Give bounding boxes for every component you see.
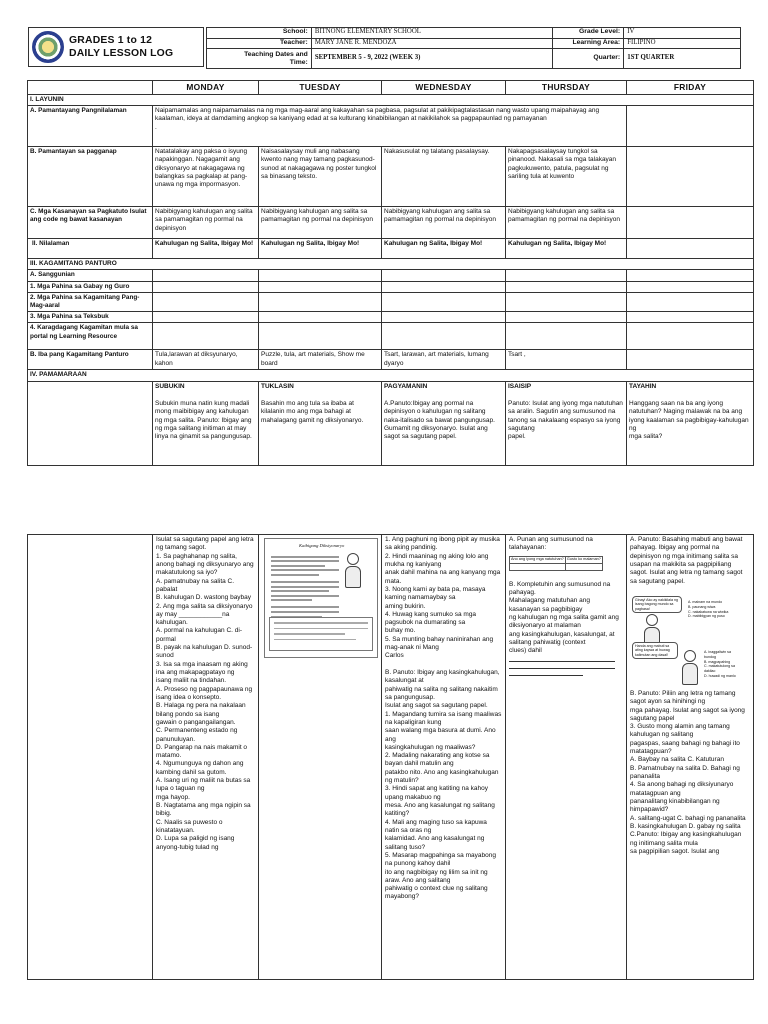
choices-1: A. mainam na mundo B. paunang wiwa C. nakakatuwa na wiwika D. mabibigyan ng puso [688, 599, 729, 619]
dates-label [207, 49, 312, 69]
choices-2: A. inaggaliwin sa bundog B. magpapahing C. makatutulong sa dakilao D. huwadi ng manlo [704, 649, 736, 679]
iba-friday [627, 350, 754, 370]
worksheet-title: Kaibigang Diksiyonaryo [299, 543, 345, 548]
pamamaraan-thursday-text: Panuto: Isulat ang iyong mga natutuhan sa aralin. Sagutin ang sumusunod na tanong sa nakalaang espasyo sa iyong sagutang papel. [508, 399, 623, 441]
pamamaraan-tuesday-text: Basahin mo ang tula sa ibaba at kilalanin mo ang mga bahagi at mahalagang gamit ng diksiyonaryo. [261, 399, 364, 424]
phase-pagyamanin: PAGYAMANIN [384, 382, 428, 390]
day-header-wednesday: WEDNESDAY [382, 81, 506, 95]
dates-label-line-1: Teaching Dates and [244, 50, 308, 58]
pamantayang-label: A. Pamantayang Pangnilalaman [28, 106, 153, 147]
title-line-2: DAILY LESSON LOG [69, 48, 174, 59]
nilalaman-friday [627, 239, 754, 259]
teksbuk-friday [627, 312, 754, 323]
section-pamamaraan: IV. PAMAMARAAN [28, 370, 754, 381]
day-header-thursday: THURSDAY [506, 81, 627, 95]
nilalaman-monday: Kahulugan ng Salita, Ibigay Mo! [153, 239, 259, 259]
pamamaraan-thursday [506, 381, 627, 465]
nilalaman-tuesday: Kahulugan ng Salita, Ibigay Mo! [259, 239, 382, 259]
lesson-log-page-2 [0, 528, 768, 1024]
dates-value: SEPTEMBER 5 - 9, 2022 (WEEK 3) [311, 49, 552, 69]
day-header-friday: FRIDAY [627, 81, 754, 95]
continued-tuesday [259, 535, 382, 980]
deped-seal-icon [32, 31, 64, 63]
tula-worksheet-image [264, 538, 378, 658]
pamamaraan-monday [153, 381, 259, 465]
school-value: BITNONG ELEMENTARY SCHOOL [311, 28, 552, 39]
kasanayan-monday: Nabibigyang kahulugan ang salita sa pamamagitan ng pormal na depinisyon [153, 207, 259, 239]
karagdagang-thursday [506, 323, 627, 350]
pagganap-thursday: Nakapagsasalaysay tungkol sa pinanood. Nakasali sa mga talakayan pagkukuwento, patula, pagsulat ng sariling tula at kuwento [506, 147, 627, 207]
friday-b-instruction: B. Panuto: Piliin ang letra ng tamang sagot ayon sa hinihingi ng mga pahayag. Isulat ang sagot sa iyong sagutang papel 3. Gusto mong alamin ang tamang kahulugan ng salitang pagaspas, saang bahagi ng bahagi ito matatagpuan? A. Baybay na salita C. Katuturan B. Pamatnubay na salita D. Bahagi ng pananalita 4. Sa anong bahagi ng diksiyunaryo matatagpuan ang pananalitang kinabibilangan ng himpapawid? A. salitang-ugat C. bahagi ng pananalita B. kasingkahulugan D. gabay ng salita C.Panuto: Ibigay ang kasingkahulugan ng initimang salita mula sa pagpipilian sagot. Isulat ang [630, 689, 746, 855]
gabay-monday [153, 281, 259, 292]
student-illustration-icon [345, 553, 361, 588]
sanggunian-thursday [506, 270, 627, 281]
boy-illustration-icon [682, 650, 698, 685]
phase-tuklasin: TUKLASIN [261, 382, 294, 390]
kasanayan-label: C. Mga Kasanayan sa Pagkatuto Isulat ang code ng bawat kasanayan [28, 207, 153, 239]
dates-label-line-2: Time: [289, 58, 308, 66]
kagamitang-pang-tuesday [259, 292, 382, 311]
day-header-monday: MONDAY [153, 81, 259, 95]
phase-subukin: SUBUKIN [155, 382, 185, 390]
sanggunian-wednesday [382, 270, 506, 281]
lesson-grid [27, 80, 754, 466]
teksbuk-label: 3. Mga Pahina sa Teksbuk [28, 312, 153, 323]
natutuhan-col-1: Ano ang iyong mga natutuhan? [510, 556, 566, 563]
poem-lines [271, 553, 339, 620]
teksbuk-thursday [506, 312, 627, 323]
grade-value: IV [624, 28, 741, 39]
section-layunin: I. LAYUNIN [28, 94, 754, 105]
pagganap-label: B. Pamantayan sa pagganap [28, 147, 153, 207]
answer-line-1 [509, 658, 615, 662]
natutuhan-cell-1 [510, 563, 566, 570]
pamamaraan-monday-text: Subukin muna natin kung madali mong maibibigay ang kahulugan ng mga salita. Panuto: Ibigay ang ng mga salitang initiman at may linya na ginamit sa pangungusap. [155, 399, 252, 441]
document-title [69, 34, 173, 60]
speech-bubble-2: Handa ang mabuti sa ating kapwa at huwag kalimutan ang dasal! [632, 642, 678, 659]
pamamaraan-wednesday [382, 381, 506, 465]
header-info-table [206, 27, 741, 69]
gabay-friday [627, 281, 754, 292]
phase-isaisip: ISAISIP [508, 382, 532, 390]
pagganap-friday [627, 147, 754, 207]
pagganap-wednesday: Nakasusulat ng talatang pasalaysay. [382, 147, 506, 207]
pagganap-tuesday: Naisasalaysay muli ang nabasang kwento nang may tamang pagkasunod-sunod at nakagagawa ng poster tungkol sa binasang teksto. [259, 147, 382, 207]
natutuhan-table [509, 556, 603, 571]
iba-thursday: Tsart , [506, 350, 627, 370]
title-line-1: GRADES 1 to 12 [69, 35, 153, 46]
continued-empty-label [28, 535, 153, 980]
teksbuk-wednesday [382, 312, 506, 323]
pamamaraan-tuesday [259, 381, 382, 465]
header-title-box [28, 27, 204, 67]
kagamitang-pang-label: 2. Mga Pahina sa Kagamitang Pang- Mag-aaral [28, 292, 153, 311]
thursday-b-instruction: B. Kompletuhin ang sumusunod na pahayag. Mahalagang matutuhan ang kasanayan sa pagbibigay ng kahulugan ng mga salita gamit ang diksiyonaryo at malaman ang kasingkahulugan, kasalungat, at salitang pahiwatig (context clues) dahil [509, 580, 619, 655]
sanggunian-tuesday [259, 270, 382, 281]
section-kagamitang: III. KAGAMITANG PANTURO [28, 259, 754, 270]
kagamitang-pang-monday [153, 292, 259, 311]
nilalaman-wednesday: Kahulugan ng Salita, Ibigay Mo! [382, 239, 506, 259]
friday-a-instruction: A. Panuto: Basahing mabuti ang bawat pahayag. Ibigay ang pormal na depinisyon ng mga initimang salita sa usapan na makikita sa pagpipiliang sagot. Isulat ang letra ng tamang sagot sa sagutang papel. [630, 536, 743, 585]
sanggunian-friday [627, 270, 754, 281]
iba-label: B. Iba pang Kagamitang Panturo [28, 350, 153, 370]
gabay-label: 1. Mga Pahina sa Gabay ng Guro [28, 281, 153, 292]
pamantayang-text [153, 106, 627, 147]
natutuhan-cell-2 [565, 563, 602, 570]
teacher-label: Teacher: [207, 38, 312, 49]
natutuhan-col-2: Gusto ko malaman? [565, 556, 602, 563]
iba-monday: Tula,larawan at diksyunaryo, kahon [153, 350, 259, 370]
teksbuk-monday [153, 312, 259, 323]
karagdagang-monday [153, 323, 259, 350]
continued-friday [627, 535, 754, 980]
kasanayan-tuesday: Nabibigyang kahulugan ang salita sa pamamagitan ng pormal na depinisyon [259, 207, 382, 239]
continued-wednesday: 1. Ang paghuni ng ibong pipit ay musika sa aking pandinig. 2. Hindi maaninag ng aking lolo ang mukha ng kaniyang anak dahil mahina na ang kanyang mga mata. 3. Noong kami ay bata pa, masaya kaming namamaybay sa aming bukirin. 4. Huwag kang sumuko sa mga pagsubok na dumarating sa buhay mo. 5. Sa munting bahay naninirahan ang mag-anak ni Mang Carlos B. Panuto: Ibigay ang kasingkahulugan, kasalungat at pahiwatig na salita ng salitang nakaitim sa pangungusap. Isulat ang sagot sa sagutang papel. 1. Magandang tumira sa isang maaliwas na kapaligiran kung saan walang mga basura at dumi. Ano ang kasingkahulugan ng maaliwas? 2. Madaling nakarating ang kotse sa bayan dahil matulin ang patakbo nito. Ano ang kasingkahulugan ng matulin? 3. Hindi sapat ang katiting na kahoy upang makabuo ng mesa. Ano ang kasalungat ng salitang katiting? 4. Mali ang maging tuso sa kapuwa natin sa oras ng kalamidad. Ano ang kasalungat ng salitang tuso? 5. Masarap magpahinga sa mayabong na punong kahoy dahil ito ang nagbibigay ng lilim sa init ng araw. Ano ang salitang pahiwatig o context clue ng salitang mayabong? [382, 535, 506, 980]
sanggunian-monday [153, 270, 259, 281]
lesson-log-page-1 [0, 0, 768, 470]
school-label: School: [207, 28, 312, 39]
lesson-grid-continued [27, 534, 754, 980]
area-label: Learning Area: [553, 38, 624, 49]
quarter-label: Quarter: [553, 49, 624, 69]
teacher-value: MARY JANE R. MENDOZA [311, 38, 552, 49]
karagdagang-wednesday [382, 323, 506, 350]
continued-monday: Isulat sa sagutang papel ang letra ng tamang sagot. 1. Sa paghahanap ng salita, anong bahagi ng diksyunaryo ang makatutulong sa iyo? A. pamatnubay na salita C. pabalat B. kahulugan D. wastong baybay 2. Ang mga salita sa diksiyonaryo ay may ____________na kahulugan. A. pormal na kahulugan C. di-pormal B. payak na kahulugan D. sunod-sunod 3. Isa sa mga inaasam ng aking ina ang makapagpatayo ng isang maliit na tindahan. A. Proseso ng pagpapaunawa ng isang idea o konsepto. B. Halaga ng pera na nakalaan bilang pondo sa isang gawain o pangangailangan. C. Permanenteng estado ng panunuluyan. D. Pangarap na nais makamit o matamo. 4. Ngumunguya ng dahon ang kambing dahil sa gutom. A. Isang uri ng maliit na butas sa lupa o taguan ng mga hayop. B. Nagtatama ang mga ngipin sa bibig. C. Naalis sa puwesto o kinatatayuan. D. Lupa sa paligid ng isang anyong-tubig tulad ng [153, 535, 259, 980]
pamantayang-paragraph: Naipamamalas ang naipamamalas na ng mga mag-aaral ang kakayahan sa pagbasa, pagsulat at pakikipagtalastasan nang wasto upang maipahayag ang kaalaman, ideya at damdaming angkop sa kaniyang edad at sa kulturang kinabibilangan at nakikilahok sa pagpapaunlad ng pamayanan [155, 107, 600, 123]
pamantayang-friday [627, 106, 754, 147]
kagamitang-pang-friday [627, 292, 754, 311]
kasanayan-friday [627, 207, 754, 239]
kagamitang-pang-wednesday [382, 292, 506, 311]
pamamaraan-empty-label [28, 381, 153, 465]
teksbuk-tuesday [259, 312, 382, 323]
speech-bubble-1: Ginay! Ako ay nakikilala ng isang bagong mundo sa pagbasa! [632, 596, 682, 613]
pamantayang-dot: . [155, 123, 157, 131]
quarter-value: 1ST QUARTER [624, 49, 741, 69]
worksheet-note-box [269, 617, 373, 651]
pagganap-monday: Natatalakay ang paksa o isyung napakinggan. Nagagamit ang diksyonaryo at nakagagawa ng balangkas sa pagkalap at pang-unawa ng mga impormasyon. [153, 147, 259, 207]
pamamaraan-wednesday-text: A.Panuto:Ibigay ang pormal na depinisyon o kahulugan ng salitang naka-italisado sa bawat pangungusap. Gumamit ng diksyonaryo. Isulat ang sagot sa sagutang papel. [384, 399, 495, 441]
answer-line-3 [509, 672, 583, 676]
phase-tayahin: TAYAHIN [629, 382, 657, 390]
kagamitang-pang-thursday [506, 292, 627, 311]
sanggunian-label: A. Sanggunian [28, 270, 153, 281]
gabay-wednesday [382, 281, 506, 292]
day-header-tuesday: TUESDAY [259, 81, 382, 95]
karagdagang-tuesday [259, 323, 382, 350]
continued-thursday [506, 535, 627, 980]
iba-wednesday: Tsart, larawan, art materials, lumang dyaryo [382, 350, 506, 370]
kasanayan-wednesday: Nabibigyang kahulugan ang salita sa pamamagitan ng pormal na depinisyon [382, 207, 506, 239]
nilalaman-label: II. Nilalaman [28, 239, 153, 259]
thursday-a-instruction: A. Punan ang sumusunod na talahayanan: [509, 536, 593, 552]
karagdagang-label: 4. Karagdagang Kagamitan mula sa portal ng Learning Resource [28, 323, 153, 350]
answer-line-2 [509, 665, 615, 669]
dialogue-illustration [630, 592, 742, 684]
karagdagang-friday [627, 323, 754, 350]
grade-label: Grade Level: [553, 28, 624, 39]
area-value: FILIPINO [624, 38, 741, 49]
page-gap [0, 470, 768, 528]
pamamaraan-friday [627, 381, 754, 465]
pamamaraan-friday-text: Hanggang saan na ba ang iyong natutuhan? Naging malawak na ba ang iyong kaalaman sa pagbibigay-kahulugan ng mga salita? [629, 399, 749, 441]
gabay-tuesday [259, 281, 382, 292]
kasanayan-thursday: Nabibigyang kahulugan ang salita sa pamamagitan ng pormal na depinisyon [506, 207, 627, 239]
nilalaman-thursday: Kahulugan ng Salita, Ibigay Mo! [506, 239, 627, 259]
iba-tuesday: Puzzle, tula, art materials, Show me board [259, 350, 382, 370]
corner-cell [28, 81, 153, 95]
gabay-thursday [506, 281, 627, 292]
